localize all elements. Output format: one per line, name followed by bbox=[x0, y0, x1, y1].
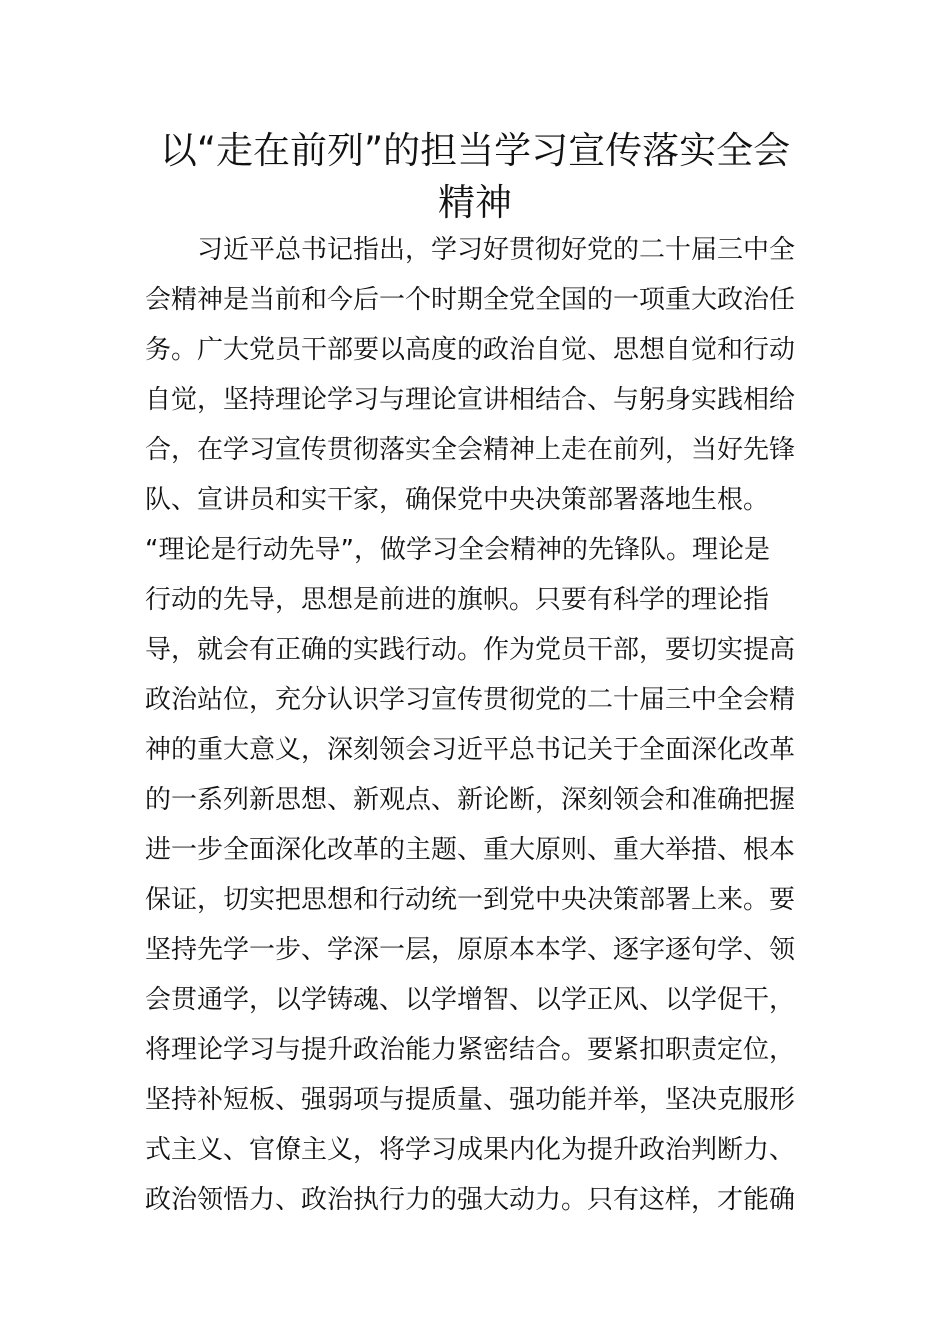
body-line: 习近平总书记指出，学习好贯彻好党的二十届三中全 bbox=[145, 235, 796, 265]
title-line-2: 精神 bbox=[438, 181, 512, 224]
title-line-1: 以“走在前列”的担当学习宣传落实全会 bbox=[159, 129, 791, 172]
body-line: 坚持先学一步、学深一层，原原本本学、逐字逐句学、领 bbox=[145, 935, 796, 965]
body-line: 将理论学习与提升政治能力紧密结合。要紧扣职责定位， bbox=[145, 1035, 796, 1065]
body-line: 务。广大党员干部要以高度的政治自觉、思想自觉和行动 bbox=[145, 335, 796, 365]
document-body bbox=[145, 225, 810, 1225]
document-title bbox=[140, 125, 810, 229]
body-line: 队、宣讲员和实干家，确保党中央决策部署落地生根。 bbox=[145, 485, 770, 515]
body-line: “理论是行动先导”，做学习全会精神的先锋队。理论是 bbox=[145, 535, 770, 565]
body-line: 政治领悟力、政治执行力的强大动力。只有这样，才能确 bbox=[145, 1185, 796, 1215]
body-line: 政治站位，充分认识学习宣传贯彻党的二十届三中全会精 bbox=[145, 685, 796, 715]
body-line: 神的重大意义，深刻领会习近平总书记关于全面深化改革 bbox=[145, 735, 796, 765]
body-line: 式主义、官僚主义，将学习成果内化为提升政治判断力、 bbox=[145, 1135, 796, 1165]
body-line: 会精神是当前和今后一个时期全党全国的一项重大政治任 bbox=[145, 285, 796, 315]
body-line: 保证，切实把思想和行动统一到党中央决策部署上来。要 bbox=[145, 885, 796, 915]
body-line: 会贯通学，以学铸魂、以学增智、以学正风、以学促干， bbox=[145, 985, 796, 1015]
body-line: 进一步全面深化改革的主题、重大原则、重大举措、根本 bbox=[145, 835, 796, 865]
body-line: 行动的先导，思想是前进的旗帜。只要有科学的理论指 bbox=[145, 585, 770, 615]
body-line: 的一系列新思想、新观点、新论断，深刻领会和准确把握 bbox=[145, 785, 796, 815]
body-line: 合，在学习宣传贯彻落实全会精神上走在前列，当好先锋 bbox=[145, 435, 796, 465]
body-line: 坚持补短板、强弱项与提质量、强功能并举，坚决克服形 bbox=[145, 1085, 796, 1115]
body-line: 导，就会有正确的实践行动。作为党员干部，要切实提高 bbox=[145, 635, 796, 665]
body-line: 自觉，坚持理论学习与理论宣讲相结合、与躬身实践相给 bbox=[145, 385, 796, 415]
